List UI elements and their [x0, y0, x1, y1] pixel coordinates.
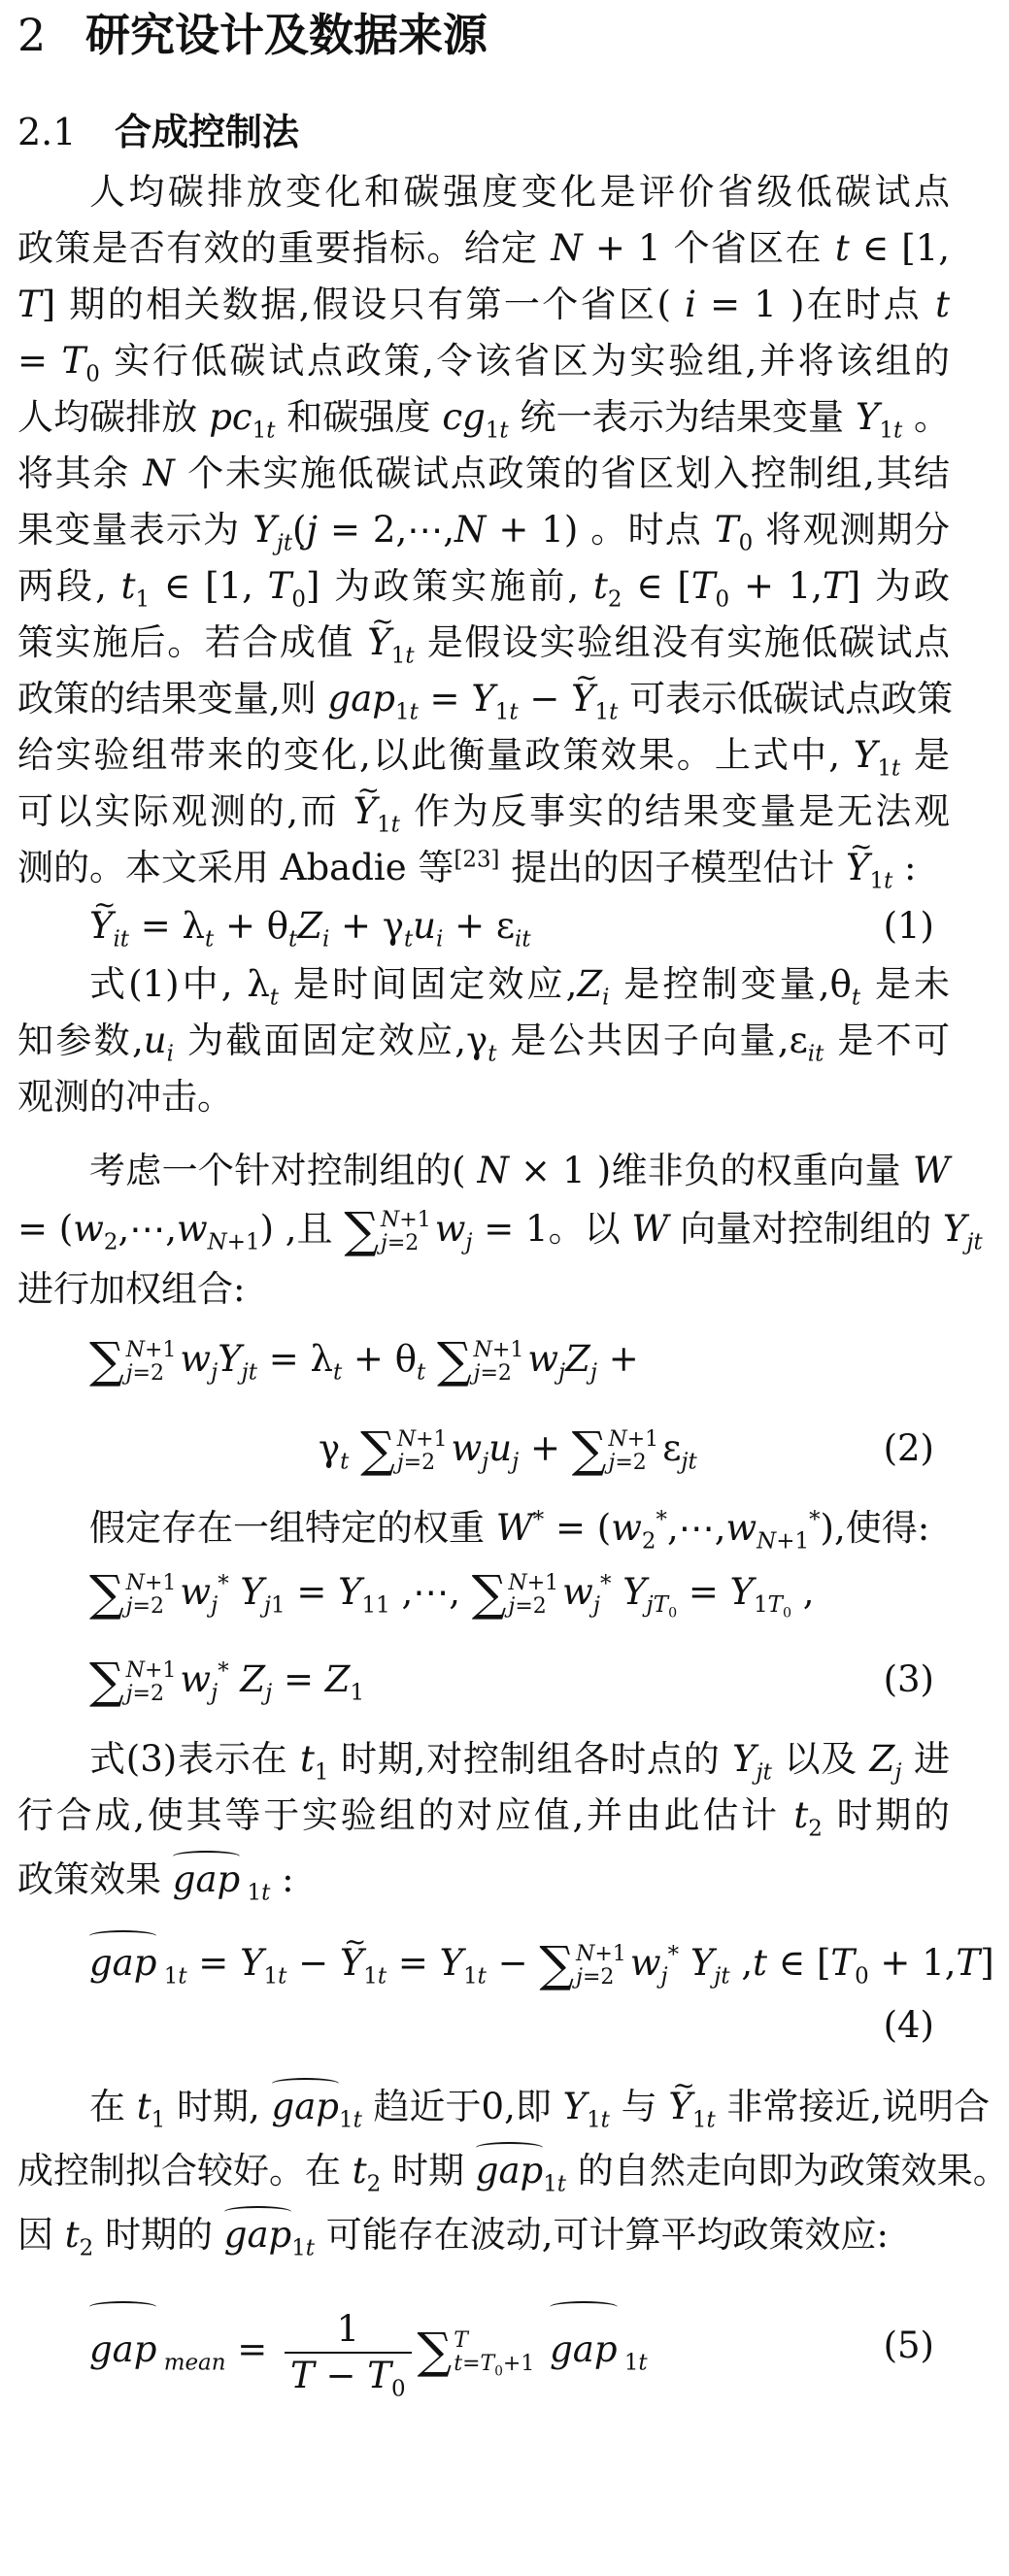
equation-1: ~ $Y_{it} = \lambda_t + \theta_tZ_i + \gamma_tu_i + \varepsilon_{it}$ (1) — [89, 897, 950, 955]
paragraph-line: 政策效果 gap $_{1t}$ : — [17, 1851, 950, 1905]
paragraph-line: = $(w_2,\cdots,w_{N+1})$ ,且 ∑ N+1 j=2 $w_j = 1$。以 W 向量对控制组的 $Y_{jt}$ — [17, 1202, 983, 1258]
paragraph-line: 观测的冲击。 — [17, 1076, 233, 1118]
equation-3-line-1: ∑ N+1 j=2 $w_j^*$ $Y_{j1} = Y_{11}$ ,⋯, ∑ N+1 j=2 $w_j^*$ $Y_{jT_0} = Y_{1T_0}$ , — [89, 1565, 815, 1622]
paragraph-line: = $T_0$ 实行低碳试点政策,令该省区为实验组,并将该组的 — [17, 340, 950, 387]
paragraph-line: 将其余 N 个未实施低碳试点政策的省区划入控制组,其结 — [17, 452, 951, 494]
fraction: $\frac{1}{T - T_0}$ — [285, 2307, 412, 2398]
equation-number: (2) — [883, 1427, 934, 1469]
subsection-title: 合成控制法 — [115, 111, 300, 153]
equation-5: gap $_{mean}$ = $\frac{1}{T - T_0}$ ∑ T $t=T_0+1$ gap $_{1t}$ (5) — [89, 2301, 950, 2398]
equation-number: (4) — [883, 2004, 934, 2046]
paragraph-line: 政策的结果变量,则 $gap_{1t} = Y_{1t}$ − ~ $Y_{1t}$ 可表示低碳试点政策 — [17, 674, 950, 724]
paragraph-line: 人均碳排放变化和碳强度变化是评价省级低碳试点 — [89, 171, 950, 213]
section-heading — [17, 4, 488, 66]
paragraph-line: 知参数$,u_i$ 为截面固定效应$,\gamma_t$ 是公共因子向量$,\varepsilon_{it}$ 是不可 — [17, 1020, 951, 1067]
section-number: 2 — [17, 9, 47, 61]
subsection-heading — [17, 107, 299, 157]
equation-number: (3) — [883, 1658, 934, 1700]
paragraph-line: 在 $t_1$ 时期, gap$_{1t}$ 趋近于0,即 $Y_{1t}$ 与 ~ $Y_{1t}$ 非常接近,说明合 — [89, 2078, 950, 2132]
paragraph-line: 进行加权组合: — [17, 1268, 246, 1310]
paragraph-line: 式(3)表示在 $t_1$ 时期,对控制组各时点的 $Y_{jt}$ 以及 $Z_j$ 进 — [89, 1738, 950, 1786]
paragraph-line: 人均碳排放 $pc_{1t}$ 和碳强度 $cg_{1t}$ 统一表示为结果变量 $Y_{1t}$ 。 — [17, 396, 951, 444]
equation-number: (5) — [883, 2325, 934, 2366]
paragraph-line: 假定存在一组特定的权重 $W^* = (w_2^*,\cdots,w_{N+1}^*)$,使得: — [89, 1507, 930, 1555]
paragraph-line: 两段, $t_1$ ∈ [1, $T_0$] 为政策实施前, $t_2$ ∈ $[T_0 + 1,T]$ 为政 — [17, 565, 951, 613]
subsection-number: 2.1 — [17, 111, 77, 153]
paragraph-line: 给实验组带来的变化,以此衡量政策效果。上式中, $Y_{1t}$ 是 — [17, 734, 950, 782]
paragraph-line: 因 $t_2$ 时期的 gap$_{1t}$ 可能存在波动,可计算平均政策效应: — [17, 2206, 950, 2260]
paragraph-line: 策实施后。若合成值 ~ $Y_{1t}$ 是假设实验组没有实施低碳试点 — [17, 618, 950, 668]
equation-3-line-2: ∑ N+1 j=2 $w_j^*$ $Z_j = Z_1$ (3) — [89, 1653, 934, 1709]
citation: [23] — [454, 847, 500, 873]
equation-4: gap $_{1t} = Y_{1t}$ − ~ $Y_{1t} = Y_{1t}$ − ∑ N+1 j=2 $w_j^*$ $Y_{jt}$ ,t ∈ $[T_0 + 1,T]$ — [89, 1930, 950, 1993]
paragraph-line: 考虑一个针对控制组的( N × 1 )维非负的权重向量 W — [89, 1150, 951, 1191]
equation-number: (1) — [883, 905, 934, 947]
paragraph-line: 式(1)中, $\lambda_t$ 是时间固定效应$,Z_i$ 是控制变量$,\theta_t$ 是未 — [89, 963, 951, 1011]
paragraph-line: 政策是否有效的重要指标。给定 N + 1 个省区在 t ∈ [1, — [17, 227, 951, 269]
paragraph-line: T] 期的相关数据,假设只有第一个省区( i = 1 )在时点 t — [17, 284, 951, 325]
paragraph-line: 行合成,使其等于实验组的对应值,并由此估计 $t_2$ 时期的 — [17, 1794, 950, 1842]
section-title: 研究设计及数据来源 — [85, 9, 488, 61]
paragraph-line: 测的。本文采用 Abadie 等[23] 提出的因子模型估计 ~ $Y_{1t}$ : — [17, 843, 950, 893]
paragraph-line: 成控制拟合较好。在 $t_2$ 时期 gap$_{1t}$ 的自然走向即为政策效果。 — [17, 2142, 950, 2196]
paragraph-line: 果变量表示为 $Y_{jt}(j$ = 2,⋯,N + 1) 。时点 $T_0$ 将观测期分 — [17, 509, 951, 556]
equation-2-line-2: $\gamma_t$ ∑ N+1 j=2 $w_ju_j$ + ∑ N+1 j=2 $\varepsilon_{jt}$ (2) — [319, 1422, 934, 1478]
equation-2-line-1: ∑ N+1 j=2 $w_jY_{jt} = \lambda_t + \theta_t$ ∑ N+1 j=2 $w_jZ_j$ + — [89, 1332, 639, 1388]
paragraph-line: 可以实际观测的,而 ~ $Y_{1t}$ 作为反事实的结果变量是无法观 — [17, 786, 950, 837]
